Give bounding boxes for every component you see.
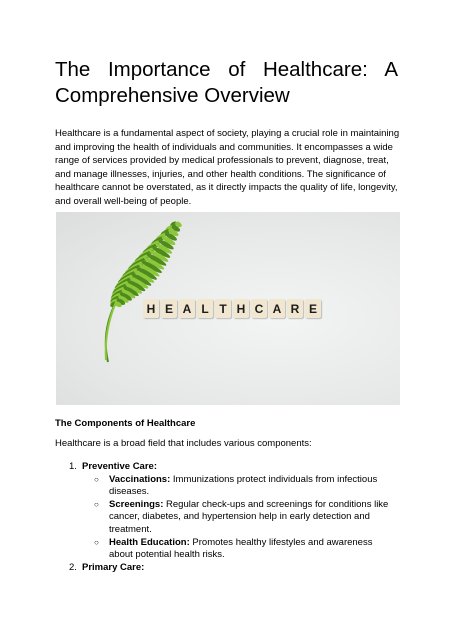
- circle-bullet-icon: ○: [94, 537, 99, 547]
- letter-tile: A: [269, 299, 285, 318]
- list-item: [55, 562, 400, 575]
- circle-bullet-icon: ○: [94, 474, 99, 484]
- letter-tile: H: [143, 299, 159, 318]
- intro-paragraph: Healthcare is a fundamental aspect of society, playing a crucial role in maintaining and improving the health of individuals and communities. It encompasses a wide range of services provided by medical professionals to prevent, diagnose, treat, and manage illnesses, injuries, and other health conditions. The significance of healthcare cannot be overstated, as it directly impacts the quality of life, longevity, and overall well-being of people.: [55, 128, 400, 207]
- sub-item-text: Immunizations protect individuals from infectious diseases.: [109, 473, 378, 498]
- circle-bullet-icon: ○: [94, 499, 99, 509]
- letter-tile: R: [287, 299, 303, 318]
- sub-item-title: Screenings:: [109, 498, 164, 510]
- list-item-title: Primary Care:: [82, 561, 145, 573]
- letter-tile: H: [233, 299, 249, 318]
- letter-tile: C: [251, 299, 267, 318]
- letter-tile: T: [215, 299, 231, 318]
- letter-tile: E: [305, 299, 321, 318]
- sub-item-title: Vaccinations:: [109, 473, 171, 485]
- list-item-number: 2.: [69, 561, 77, 573]
- sub-list-item: [55, 537, 400, 562]
- list-item-number: 1.: [69, 461, 77, 472]
- components-list: [55, 461, 400, 574]
- healthcare-photo: [56, 212, 400, 405]
- section-heading: The Components of Healthcare: [55, 418, 196, 429]
- section-intro: Healthcare is a broad field that includes various components:: [55, 438, 312, 449]
- sub-list-item: [55, 499, 400, 537]
- sub-item-text: Regular check-ups and screenings for conditions like cancer, diabetes, and hypertension help in early detection and treatment.: [109, 498, 389, 535]
- page-title: The Importance of Healthcare: A Comprehensive Overview: [55, 58, 398, 107]
- letter-tile: E: [161, 299, 177, 318]
- list-item: [55, 461, 400, 474]
- sub-item-title: Health Education:: [109, 536, 190, 548]
- sub-list-item: [55, 474, 400, 499]
- letter-tile: A: [179, 299, 195, 318]
- list-item-title: Preventive Care:: [82, 461, 157, 472]
- letter-tiles: [143, 299, 321, 319]
- sub-item-text: Promotes healthy lifestyles and awareness about potential health risks.: [109, 536, 373, 561]
- letter-tile: L: [197, 299, 213, 318]
